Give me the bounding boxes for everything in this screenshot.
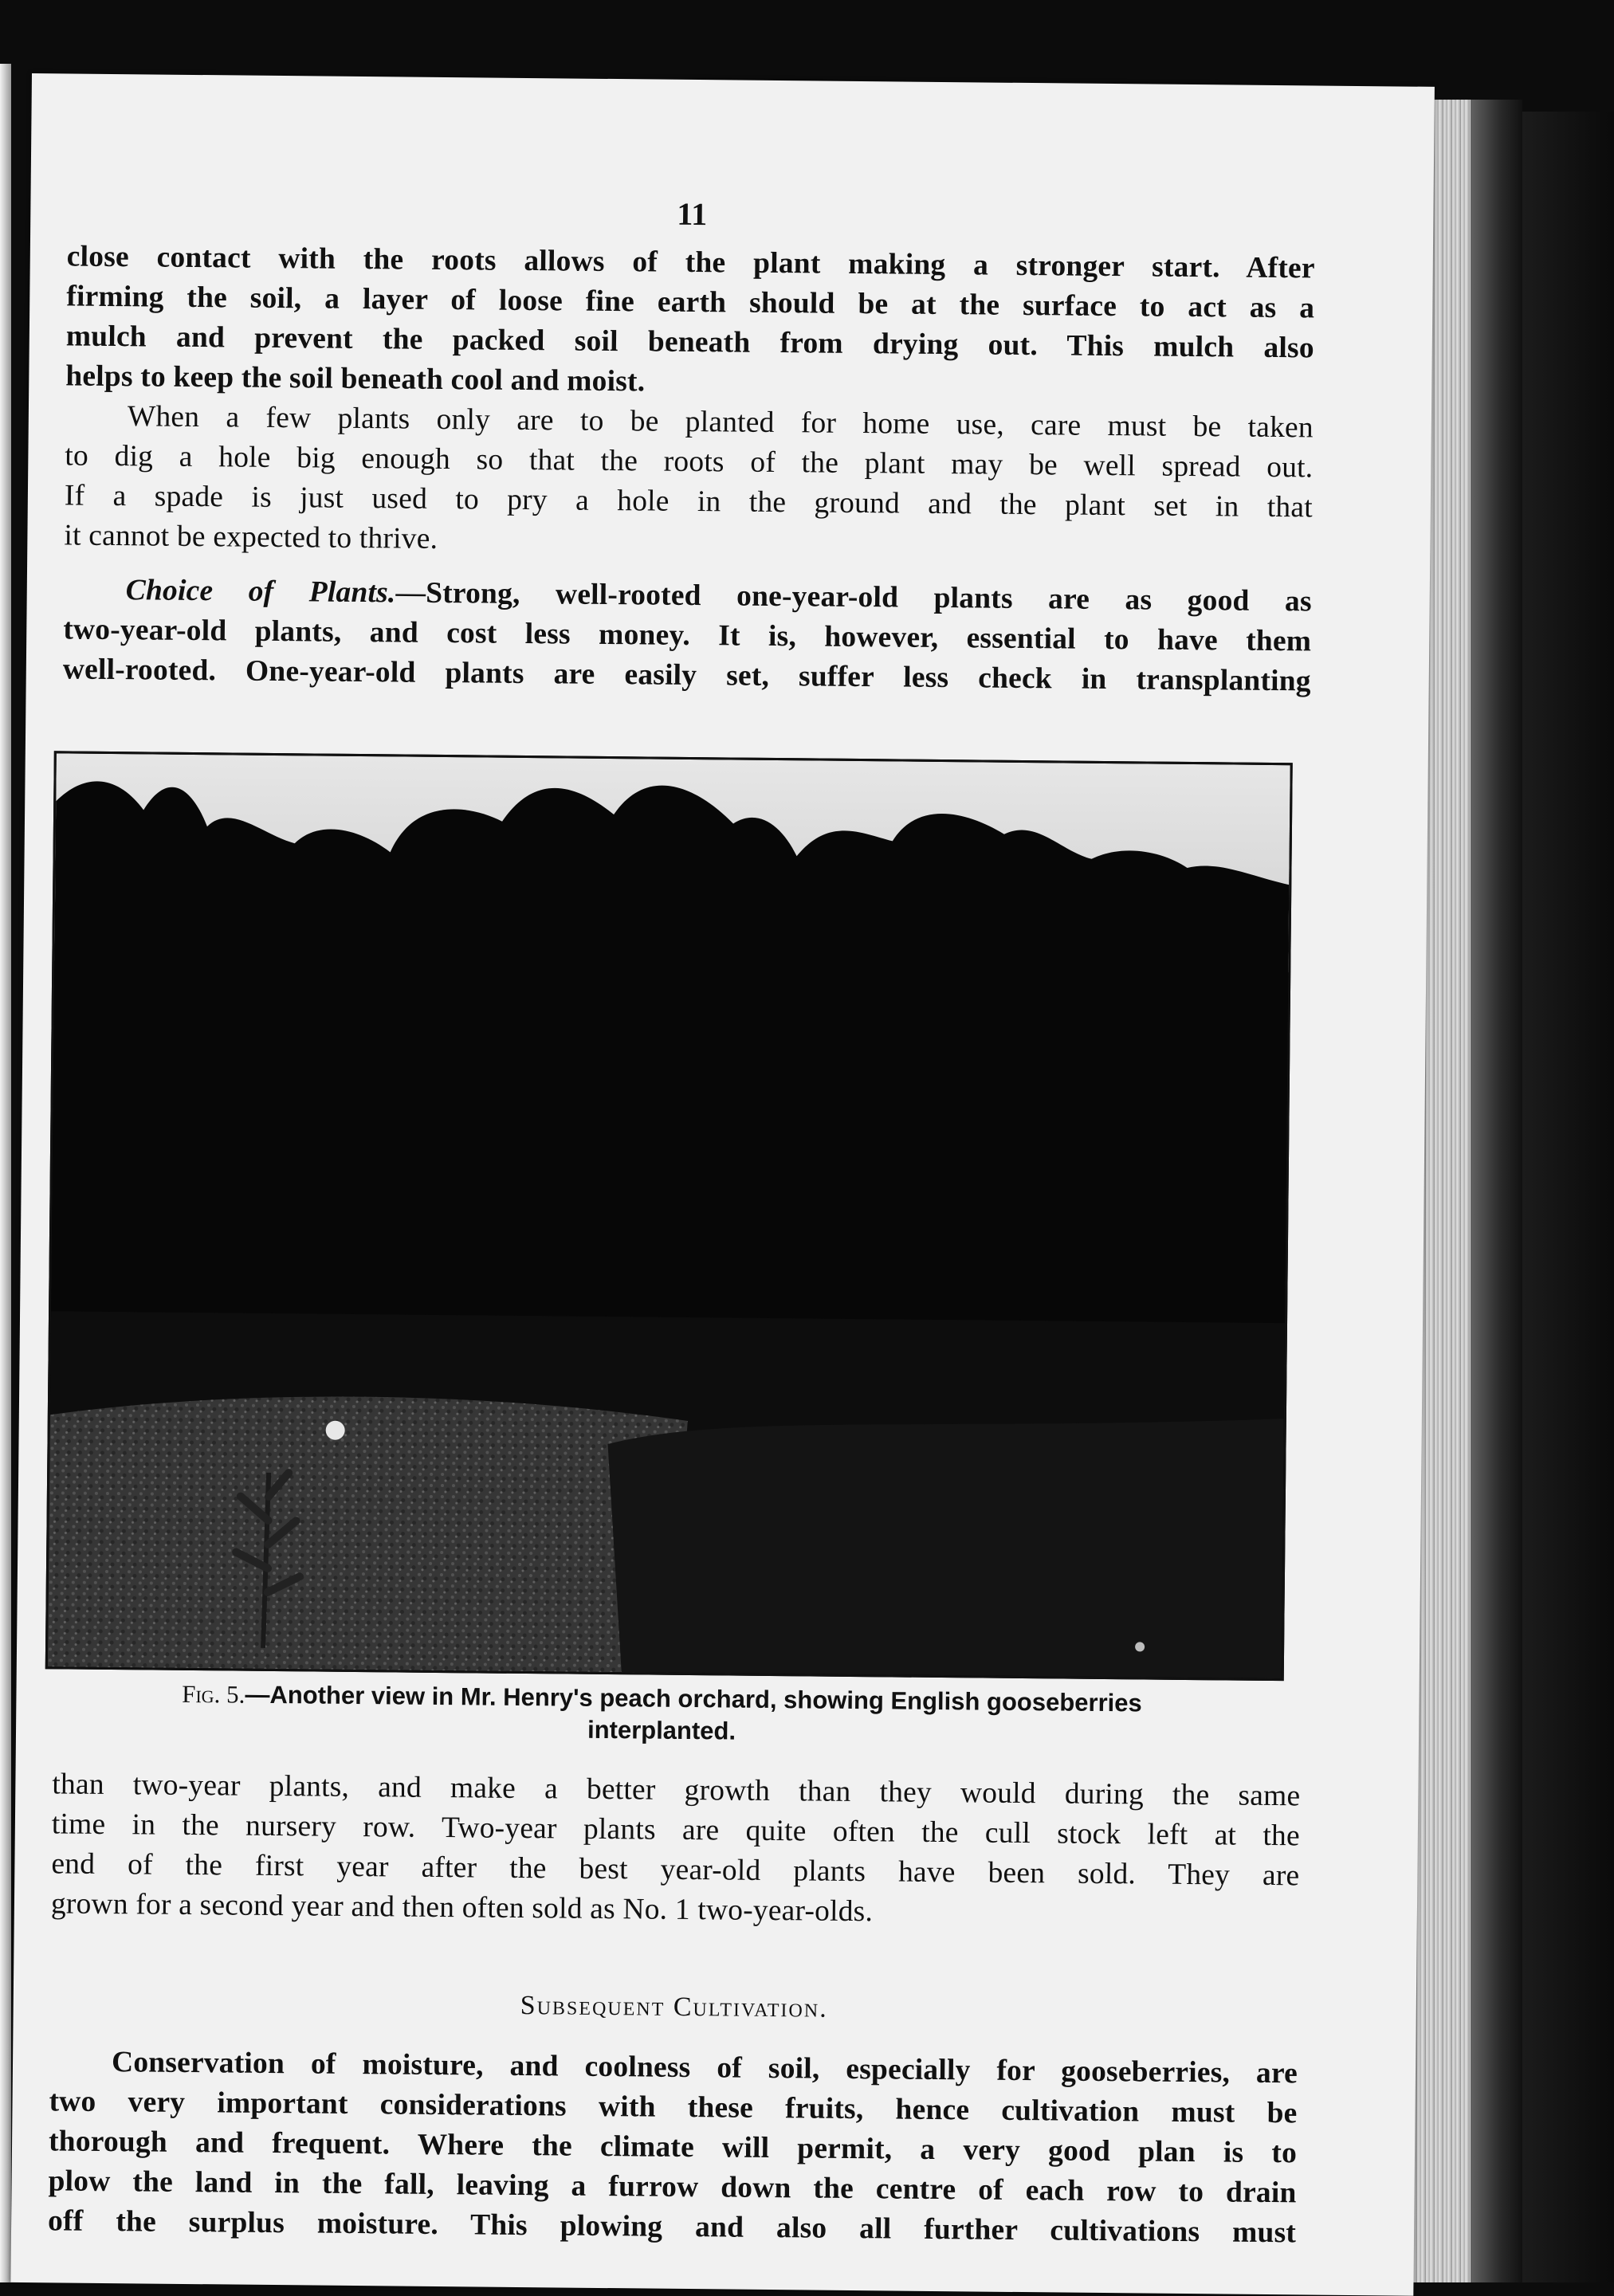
text-line: plow the land in the fall, leaving a furrow down the centre of each row to drain bbox=[48, 2165, 1297, 2210]
text-line: two-year-old plants, and cost less money. It is, however, essential to have them bbox=[63, 613, 1312, 658]
text-line: Conservation of moisture, and coolness of soil, especially for gooseberries, are bbox=[111, 2046, 1298, 2090]
background-right bbox=[1518, 112, 1614, 2282]
previous-page-edge bbox=[0, 64, 11, 2282]
book-page bbox=[10, 73, 1435, 2296]
run-in-heading: Choice of Plants. bbox=[125, 574, 396, 610]
caption-text: —Another view in Mr. Henry's peach orchard, showing English gooseberries bbox=[245, 1680, 1142, 1717]
page-stack-shadow bbox=[1467, 100, 1522, 2282]
orchard-photograph bbox=[45, 751, 1293, 1681]
orchard-photo-drawing bbox=[48, 753, 1290, 1678]
text-line: time in the nursery row. Two-year plants are quite often the cull stock left at the bbox=[51, 1807, 1301, 1853]
text-line: end of the first year after the best year-old plants have been sold. They are bbox=[51, 1847, 1300, 1893]
paragraph-choice-of-plants bbox=[63, 570, 1312, 701]
text-line: grown for a second year and then often sold as No. 1 two-year-olds. bbox=[50, 1887, 874, 1929]
text-line: off the surplus moisture. This plowing and also all further cultivations must bbox=[47, 2204, 1297, 2250]
text-line: When a few plants only are to be planted for home use, care must be taken bbox=[127, 400, 1314, 445]
text-line: to dig a hole big enough so that the roots of the plant may be well spread out. bbox=[65, 439, 1314, 485]
text-line: it cannot be expected to thrive. bbox=[64, 519, 438, 555]
caption-line: interplanted. bbox=[587, 1715, 736, 1745]
text-line: two very important considerations with these fruits, hence cultivation must be bbox=[49, 2085, 1298, 2130]
text-line: well-rooted. One-year-old plants are easily set, suffer less check in transplanting bbox=[62, 653, 1311, 698]
page-number: 11 bbox=[677, 195, 708, 233]
paragraph-two-year-plants bbox=[51, 1764, 1301, 1936]
paragraph-home-use bbox=[64, 396, 1314, 567]
text-line: mulch and prevent the packed soil beneath from drying out. This mulch also bbox=[65, 320, 1314, 365]
text-line: firming the soil, a layer of loose fine earth should be at the surface to act as a bbox=[66, 280, 1315, 325]
paragraph-conservation bbox=[48, 2042, 1298, 2253]
text-line: If a spade is just used to pry a hole in the ground and the plant set in that bbox=[64, 479, 1314, 524]
section-heading: Subsequent Cultivation. bbox=[520, 1990, 828, 2023]
text-line: close contact with the roots allows of the plant making a stronger start. After bbox=[66, 240, 1315, 285]
text-line: helps to keep the soil beneath cool and moist. bbox=[65, 359, 646, 398]
text-line: thorough and frequent. Where the climate will permit, a very good plan is to bbox=[48, 2125, 1298, 2170]
figure-caption bbox=[45, 1677, 1279, 1752]
text-line: than two-year plants, and make a better growth than they would during the same bbox=[52, 1768, 1301, 1813]
paragraph-planting-contact bbox=[65, 237, 1315, 408]
text-run: —Strong, well-rooted one-year-old plants are as good as bbox=[395, 576, 1312, 618]
figure-label: Fig. 5. bbox=[182, 1679, 245, 1709]
